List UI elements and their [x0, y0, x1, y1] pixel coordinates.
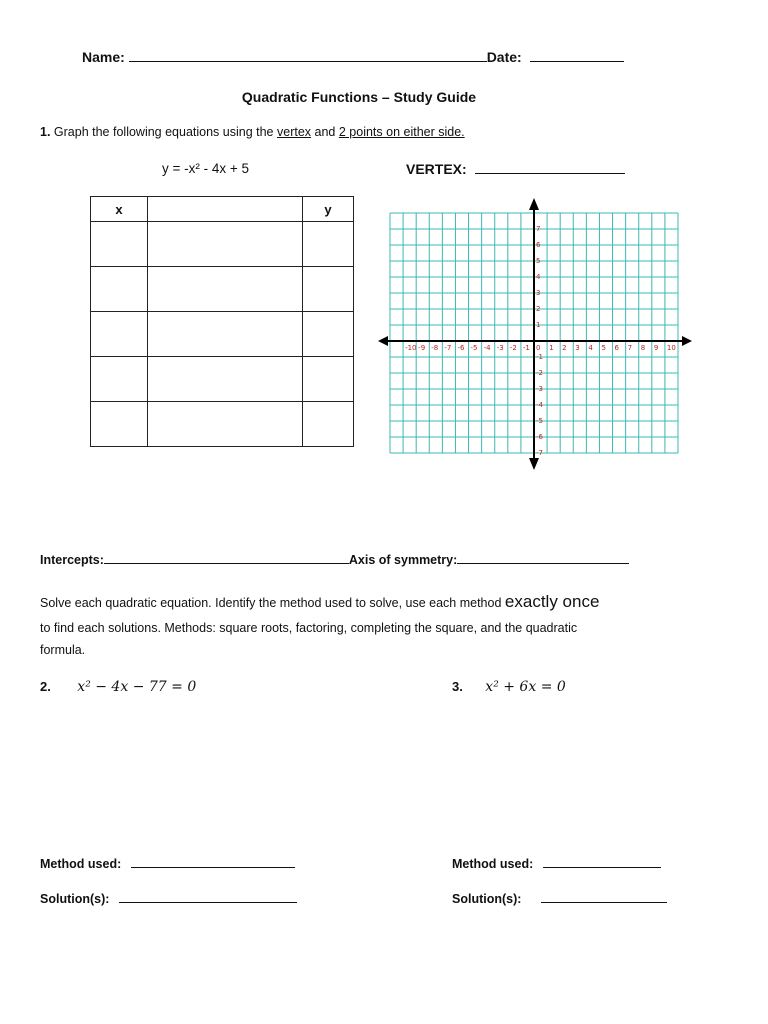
x-tick-label: -10	[405, 344, 417, 352]
instructions-line1	[40, 592, 599, 612]
problem3	[452, 678, 566, 696]
y-tick-label: -7	[536, 449, 543, 457]
cell-work[interactable]	[148, 312, 303, 357]
problem2-number: 2.	[40, 679, 51, 694]
x-axis-left-arrow	[378, 336, 388, 346]
x-tick-label: 9	[653, 344, 659, 352]
x-tick-label: 4	[588, 344, 593, 352]
problem2-solution-row	[40, 892, 297, 906]
y-tick-label: 3	[536, 289, 541, 297]
y-tick-label: 7	[536, 225, 541, 233]
x-tick-label: -7	[444, 344, 452, 352]
cell-x[interactable]	[91, 402, 148, 447]
table-header-work	[148, 197, 303, 222]
x-tick-label: 7	[627, 344, 633, 352]
date-field[interactable]	[530, 61, 624, 62]
axis-field[interactable]	[457, 563, 629, 564]
y-tick-label: 2	[536, 305, 541, 313]
x-tick-label: -6	[457, 344, 465, 352]
coordinate-plane[interactable]	[378, 196, 694, 477]
vertex-label: VERTEX:	[406, 161, 467, 177]
cell-x[interactable]	[91, 267, 148, 312]
x-tick-label: 1	[549, 344, 554, 352]
problem3-solution-field[interactable]	[541, 902, 667, 903]
cell-work[interactable]	[148, 402, 303, 447]
intercepts-field[interactable]	[104, 563, 349, 564]
instructions-emphasis: exactly once	[504, 592, 600, 611]
table-row	[91, 222, 354, 267]
y-tick-label: 1	[536, 321, 541, 329]
x-tick-label: 0	[536, 344, 541, 352]
problem1-instruction	[40, 125, 465, 139]
name-label: Name:	[82, 49, 125, 65]
x-tick-label: 5	[601, 344, 606, 352]
problem3-equation: x² + 6x = 0	[485, 679, 566, 695]
x-tick-label: 6	[614, 344, 620, 352]
table-header-x: x	[91, 197, 148, 222]
cell-work[interactable]	[148, 357, 303, 402]
instruction-points: 2 points on either side.	[338, 125, 465, 139]
vertex-field[interactable]	[475, 173, 625, 174]
y-tick-label: 5	[536, 257, 541, 265]
x-tick-label: -8	[431, 344, 439, 352]
problem2-method-field[interactable]	[131, 867, 295, 868]
problem1-number: 1.	[40, 125, 51, 139]
x-tick-label: -9	[418, 344, 426, 352]
x-tick-label: 2	[562, 344, 567, 352]
xy-table	[90, 196, 354, 447]
intercepts-row	[40, 553, 629, 567]
x-tick-label: -5	[470, 344, 478, 352]
cell-y[interactable]	[303, 357, 354, 402]
cell-work[interactable]	[148, 267, 303, 312]
table-row	[91, 357, 354, 402]
x-tick-label: -3	[496, 344, 504, 352]
name-row	[82, 49, 624, 65]
problem2-equation: x² − 4x − 77 = 0	[77, 679, 197, 695]
y-axis-bottom-arrow	[529, 458, 539, 470]
y-tick-label: -2	[536, 369, 543, 377]
instruction-pre: Graph the following equations using the	[53, 125, 274, 139]
y-axis-top-arrow	[529, 198, 539, 210]
problem3-number: 3.	[452, 679, 463, 694]
table-row	[91, 312, 354, 357]
instruction-vertex: vertex	[277, 125, 312, 139]
cell-work[interactable]	[148, 222, 303, 267]
cell-x[interactable]	[91, 222, 148, 267]
x-tick-label: -2	[509, 344, 517, 352]
cell-y[interactable]	[303, 312, 354, 357]
cell-x[interactable]	[91, 312, 148, 357]
table-header-row	[91, 197, 354, 222]
problem3-solution-label: Solution(s):	[452, 892, 522, 906]
y-tick-label: 6	[536, 241, 541, 249]
date-label: Date:	[486, 49, 522, 65]
problem2-method-row	[40, 857, 295, 871]
problem2-solution-field[interactable]	[119, 902, 297, 903]
instruction-and: and	[314, 125, 336, 139]
x-tick-label: -4	[483, 344, 491, 352]
x-tick-label: 3	[575, 344, 580, 352]
instructions-line3: formula.	[40, 643, 86, 657]
table-header-y: y	[303, 197, 354, 222]
intercepts-label: Intercepts:	[40, 553, 104, 567]
problem1-equation: y = -x² - 4x + 5	[162, 161, 250, 176]
cell-y[interactable]	[303, 402, 354, 447]
table-row	[91, 267, 354, 312]
name-field[interactable]	[129, 61, 487, 62]
problem2-solution-label: Solution(s):	[40, 892, 110, 906]
x-tick-label: -1	[522, 344, 530, 352]
instructions-text: Solve each quadratic equation. Identify the method used to solve, use each method	[40, 596, 502, 610]
y-tick-label: -3	[536, 385, 543, 393]
page-title: Quadratic Functions – Study Guide	[241, 89, 477, 105]
x-axis-right-arrow	[682, 336, 692, 346]
y-tick-label: -5	[536, 417, 543, 425]
y-tick-label: -4	[536, 401, 543, 409]
problem3-solution-row	[452, 892, 667, 906]
y-tick-label: -1	[536, 353, 543, 361]
table-row	[91, 402, 354, 447]
problem3-method-field[interactable]	[543, 867, 661, 868]
instructions-line2: to find each solutions. Methods: square roots, factoring, completing the square, and the quadratic	[40, 621, 578, 635]
cell-y[interactable]	[303, 267, 354, 312]
problem2	[40, 678, 196, 696]
problem3-method-row	[452, 857, 661, 871]
x-tick-label: 10	[666, 344, 676, 352]
problem3-method-label: Method used:	[452, 857, 534, 871]
cell-y[interactable]	[303, 222, 354, 267]
x-tick-label: 8	[640, 344, 646, 352]
vertex-row	[406, 161, 625, 177]
problem2-method-label: Method used:	[40, 857, 122, 871]
y-tick-label: 4	[536, 273, 541, 281]
axis-label: Axis of symmetry:	[348, 553, 458, 567]
cell-x[interactable]	[91, 357, 148, 402]
y-tick-label: -6	[536, 433, 543, 441]
coordinate-grid-svg	[378, 196, 694, 472]
